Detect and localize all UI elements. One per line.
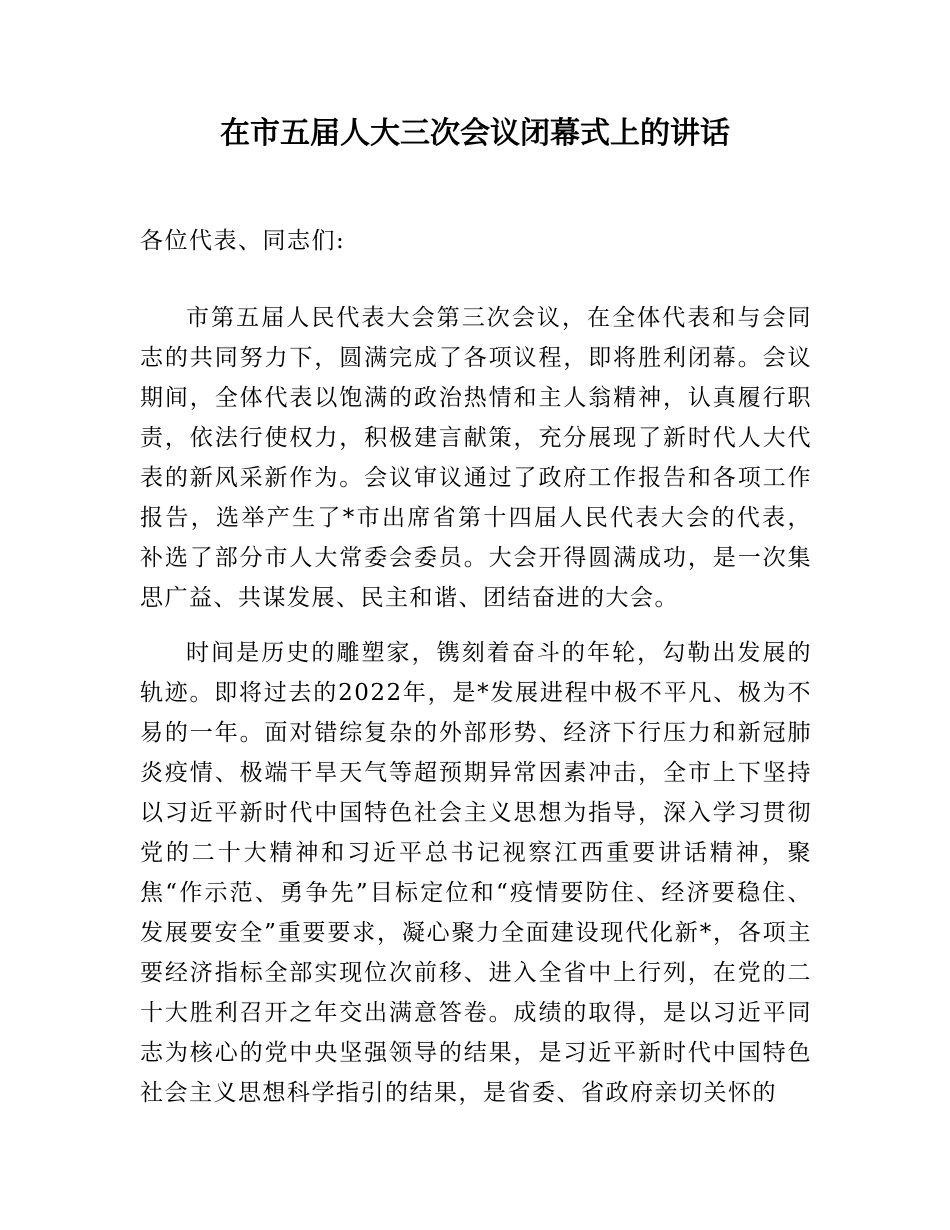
paragraph-1: 市第五届人民代表大会第三次会议，在全体代表和与会同志的共同努力下，圆满完成了各项议程，即将胜利闭幕。会议期间，全体代表以饱满的政治热情和主人翁精神，认真履行职责，依法行使权力，积极建言献策，充分展现了新时代人大代表的新风采新作为。会议审议通过了政府工作报告和各项工作报告，选举产生了*市出席省第十四届人民代表大会的代表，补选了部分市人大常委会委员。大会开得圆满成功，是一次集思广益、共谋发展、民主和谐、团结奋进的大会。 — [140, 305, 812, 611]
document-title: 在市五届人大三次会议闭幕式上的讲话 — [220, 116, 730, 151]
greeting: 各位代表、同志们: — [140, 228, 346, 254]
paragraph-2: 时间是历史的雕塑家，镌刻着奋斗的年轮，勾勒出发展的轨迹。即将过去的2022年，是*发展进程中极不平凡、极为不易的一年。面对错综复杂的外部形势、经济下行压力和新冠肺炎疫情、极端干旱天气等超预期异常因素冲击，全市上下坚持以习近平新时代中国特色社会主义思想为指导，深入学习贯彻党的二十大精神和习近平总书记视察江西重要讲话精神，聚焦“作示范、勇争先”目标定位和“疫情要防住、经济要稳住、发展要安全”重要要求，凝心聚力全面建设现代化新*，各项主要经济指标全部实现位次前移、进入全省中上行列，在党的二十大胜利召开之年交出满意答卷。成绩的取得，是以习近平同志为核心的党中央坚强领导的结果，是习近平新时代中国特色社会主义思想科学指引的结果，是省委、省政府亲切关怀的 — [140, 640, 812, 1106]
